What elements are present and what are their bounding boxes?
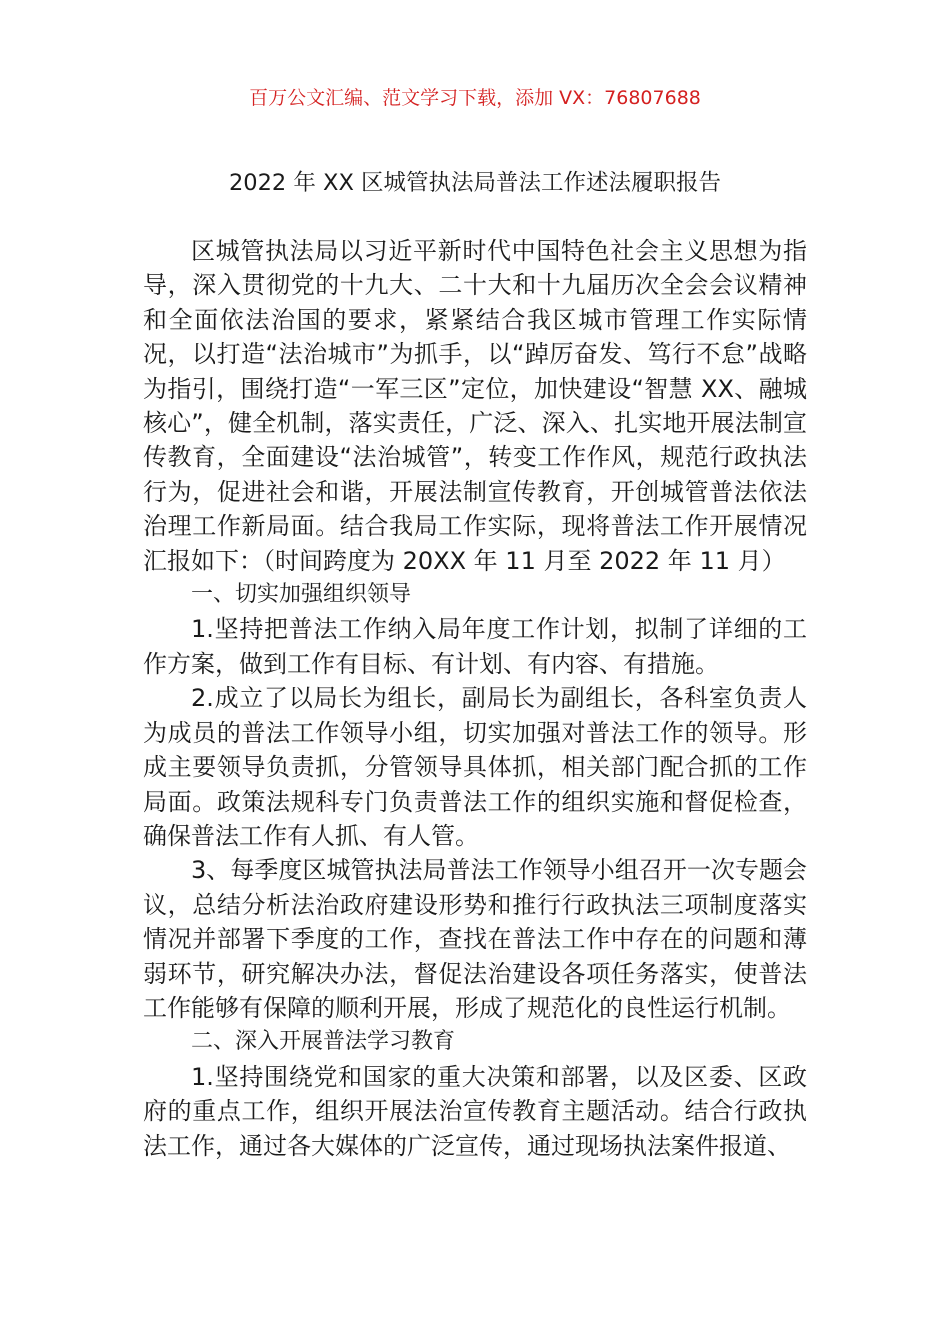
intro-paragraph: 区城管执法局以习近平新时代中国特色社会主义思想为指导，深入贯彻党的十九大、二十大和十九届历次全会会议精神和全面依法治国的要求，紧紧结合我区城市管理工作实际情况，以打造“法治城市”为抓手，以“踔厉奋发、笃行不怠”战略为指引，围绕打造“一军三区”定位，加快建设“智慧 XX、融城核心”，健全机制，落实责任，广泛、深入、扎实地开展法制宣传教育，全面建设“法治城管”，转变工作作风，规范行政执法行为，促进社会和谐，开展法制宣传教育，开创城管普法依法治理工作新局面。结合我局工作实际，现将普法工作开展情况汇报如下：（时间跨度为 20XX 年 11 月至 2022 年 11 月） [143, 237, 807, 575]
section-1-item-2: 2.成立了以局长为组长，副局长为副组长，各科室负责人为成员的普法工作领导小组，切实加强对普法工作的领导。形成主要领导负责抓，分管领导具体抓，相关部门配合抓的工作局面。政策法规科专门负责普法工作的组织实施和督促检查，确保普法工作有人抓、有人管。 [143, 684, 807, 850]
section-2-item-1: 1.坚持围绕党和国家的重大决策和部署，以及区委、区政府的重点工作，组织开展法治宣传教育主题活动。结合行政执法工作，通过各大媒体的广泛宣传，通过现场执法案件报道、 [143, 1062, 807, 1160]
section-1-heading: 一、切实加强组织领导 [191, 582, 412, 608]
section-1-item-3: 3、每季度区城管执法局普法工作领导小组召开一次专题会议，总结分析法治政府建设形势和推行行政执法三项制度落实情况并部署下季度的工作，查找在普法工作中存在的问题和薄弱环节，研究解决办法，督促法治建设各项任务落实，使普法工作能够有保障的顺利开展，形成了规范化的良性运行机制。 [143, 856, 807, 1022]
section-1-item-1: 1.坚持把普法工作纳入局年度工作计划，拟制了详细的工作方案，做到工作有目标、有计划、有内容、有措施。 [143, 615, 807, 678]
promo-header: 百万公文汇编、范文学习下载，添加 VX：76807688 [249, 87, 701, 109]
document-title: 2022 年 XX 区城管执法局普法工作述法履职报告 [228, 170, 722, 196]
section-2-heading: 二、深入开展普法学习教育 [191, 1029, 456, 1055]
document-body [143, 234, 807, 1163]
